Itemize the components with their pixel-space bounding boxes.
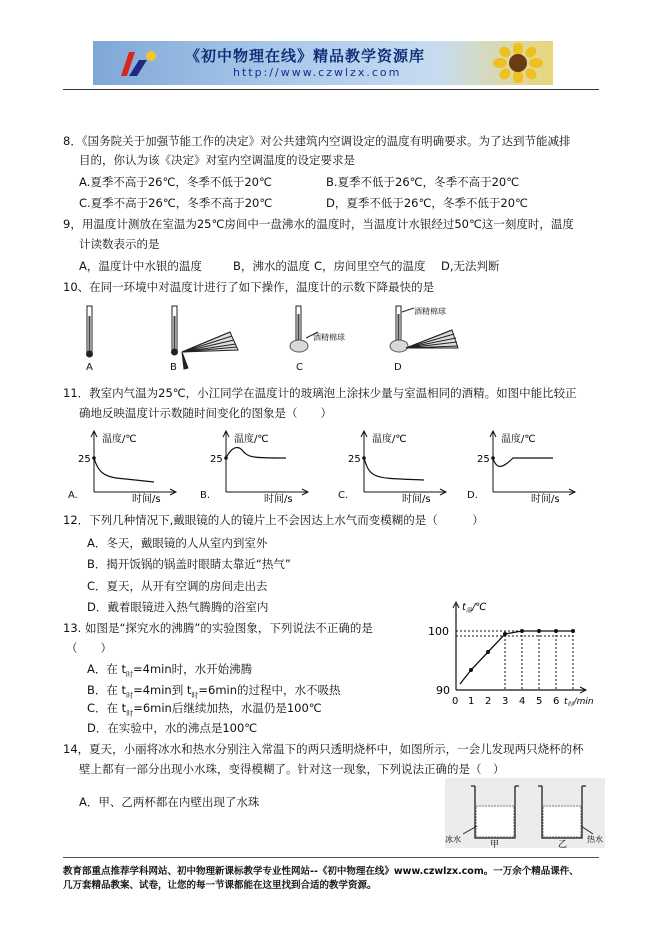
fan-b-icon <box>182 332 238 369</box>
q10-stem: 10、在同一环境中对温度计进行了如下操作，温度计的示数下降最快的是 <box>63 280 435 294</box>
q13-option-b: B．在 $t_时=4\min$到 $t_时=6\min$的过程中，水不吸热 <box>87 683 341 700</box>
fan-d-icon <box>406 330 458 348</box>
svg-text:甲: 甲 <box>490 840 500 848</box>
header-title: 《初中物理在线》精品教学资源库 <box>185 47 426 65</box>
q9-stem-1: 9，用温度计测放在室温为25℃房间中一盘沸水的温度时，当温度计水银经过50℃这一刻度时，温度 <box>63 217 574 231</box>
q8-option-d: D，夏季不低于26℃，冬季不低于20℃ <box>326 196 528 210</box>
q11-label-b: B. <box>200 490 211 501</box>
q13-option-c: C．在 $t_时=6\min$后继续加热，水温仍是100℃ <box>87 701 322 718</box>
svg-text:0: 0 <box>452 696 459 707</box>
svg-text:6: 6 <box>553 696 560 707</box>
q13-option-a: A．在 $t_时=4\min$时，水开始沸腾 <box>87 662 253 679</box>
q11-tick-25: 25 <box>210 454 223 465</box>
q11-graph-c <box>336 428 456 504</box>
q10-label-a: A <box>86 362 93 373</box>
q8-option-b: B.夏季不低于26℃，冬季不高于20℃ <box>326 175 520 189</box>
q12-option-b: B．揭开饭锅的锅盖时眼睛太靠近“热气” <box>87 557 291 571</box>
q8-option-c: C.夏季不高于26℃，冬季不高于20℃ <box>79 196 273 210</box>
q14-option-a: A．甲、乙两杯都在内壁出现了水珠 <box>79 795 260 809</box>
q11-xlabel: 时间/s <box>402 494 431 504</box>
header-banner <box>93 41 553 85</box>
svg-text:4: 4 <box>519 696 526 707</box>
q14-beakers-figure <box>445 778 605 848</box>
footer-line-2: 几万套精品教案、试卷，让您的每一节课都能在这里找到合适的教学资源。 <box>63 880 377 891</box>
q11-tick-25: 25 <box>477 454 490 465</box>
q11-label-c: C. <box>338 490 349 501</box>
svg-text:热水: 热水 <box>587 835 603 844</box>
q9-option-a: A，温度计中水银的温度 <box>79 259 202 273</box>
q11-stem-2: 确地反映温度计示数随时间变化的图象是（ ） <box>79 406 332 420</box>
q10-cotton-label-d: 酒精棉球 <box>414 307 446 316</box>
footer-rule <box>63 857 599 858</box>
q11-ylabel: 温度/℃ <box>102 434 137 445</box>
q13-option-d: D．在实验中，水的沸点是100℃ <box>87 721 258 735</box>
cotton-d-icon <box>390 308 414 352</box>
thermometer-b-icon <box>171 306 178 356</box>
sunflower-icon <box>488 43 550 83</box>
q10-thermometer-figure <box>80 302 460 380</box>
q10-label-b: B <box>170 362 177 373</box>
svg-text:3: 3 <box>502 696 509 707</box>
q11-graph-d <box>465 428 585 504</box>
svg-text:100: 100 <box>428 625 449 638</box>
q11-ylabel: 温度/℃ <box>501 434 536 445</box>
q11-graph-b <box>198 428 318 504</box>
q13-stem-2: （ ） <box>66 641 112 655</box>
q11-tick-25: 25 <box>78 454 91 465</box>
q11-label-d: D. <box>467 490 478 501</box>
q10-label-c: C <box>296 362 303 373</box>
q8-stem-1: 8．《国务院关于加强节能工作的决定》对公共建筑内空调设定的温度有明确要求。为了达到节能减排 <box>63 134 571 148</box>
svg-text:5: 5 <box>536 696 543 707</box>
q10-cotton-label-c: 酒精棉球 <box>313 333 345 342</box>
q12-stem: 12．下列几种情况下,戴眼镜的人的镜片上不会因达上水气而变模糊的是（ ） <box>63 513 484 527</box>
q12-option-a: A．冬天，戴眼镜的人从室内到室外 <box>87 536 268 550</box>
q8-stem-2: 目的，你认为该《决定》对室内空调温度的设定要求是 <box>79 153 355 167</box>
header-url[interactable]: http://www.czwlzx.com <box>233 66 402 79</box>
footer-line-1: 教育部重点推荐学科网站、初中物理新课标教学专业性网站--《初中物理在线》www.czwlzx.com。一万余个精品课件、 <box>63 866 579 877</box>
q10-label-d: D <box>394 362 402 373</box>
svg-text:t时/min: $t_时/\min$ <box>564 697 594 708</box>
q9-stem-2: 计读数表示的是 <box>79 237 160 251</box>
q14-stem-2: 壁上都有一部分出现小水珠，变得模糊了。针对这一现象，下列说法正确的是（ ） <box>79 762 505 776</box>
svg-text:乙: 乙 <box>558 840 568 848</box>
q14-stem-1: 14，夏天，小丽将冰水和热水分别注入常温下的两只透明烧杯中，如图所示，一会儿发现两只烧杯的杯 <box>63 742 584 756</box>
q11-tick-25: 25 <box>348 454 361 465</box>
thermometer-c-icon <box>296 306 301 340</box>
q11-label-a: A. <box>68 490 78 501</box>
q11-graph-a <box>66 428 186 504</box>
q13-stem-1: 13. 如图是“探究水的沸腾”的实验图象，下列说法不正确的是 <box>63 621 373 635</box>
q12-option-c: C．夏天，从开有空调的房间走出去 <box>87 579 268 593</box>
q8-option-a: A.夏季不高于26℃，冬季不低于20℃ <box>79 175 272 189</box>
q11-xlabel: 时间/s <box>132 494 161 504</box>
header-rule <box>63 89 599 90</box>
thermometer-a-icon <box>86 306 93 358</box>
q9-option-c: C，房间里空气的温度 <box>314 259 426 273</box>
svg-text:冰水: 冰水 <box>445 835 461 844</box>
thermometer-d-icon <box>396 306 401 340</box>
q9-option-d: D,无法判断 <box>441 259 500 273</box>
q11-ylabel: 温度/℃ <box>372 434 407 445</box>
q12-option-d: D．戴着眼镜进入热气腾腾的浴室内 <box>87 600 269 614</box>
svg-text:t温/℃: $t_温/℃$ <box>462 602 487 614</box>
q9-option-b: B，沸水的温度 <box>233 259 310 273</box>
svg-text:90: 90 <box>436 684 450 697</box>
q11-xlabel: 时间/s <box>531 494 560 504</box>
svg-text:2: 2 <box>485 696 492 707</box>
q11-stem-1: 11．教室内气温为25℃，小江同学在温度计的玻璃泡上涂抹少量与室温相同的酒精。如图中能比较正 <box>63 386 577 400</box>
q13-boiling-graph <box>420 598 600 710</box>
q11-xlabel: 时间/s <box>264 494 293 504</box>
q11-ylabel: 温度/℃ <box>234 434 269 445</box>
svg-text:1: 1 <box>468 696 475 707</box>
logo-icon <box>115 46 161 82</box>
